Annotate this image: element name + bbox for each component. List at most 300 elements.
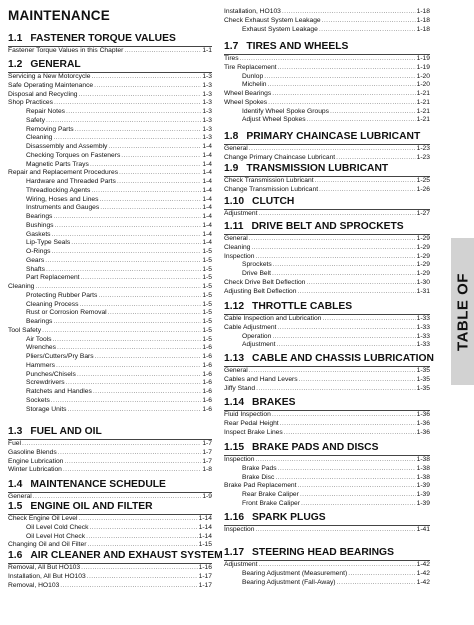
toc-entry[interactable] [224, 99, 430, 108]
toc-entry-text: Oil Level Hot Check [26, 532, 86, 540]
toc-page-number: 1-29 [416, 270, 430, 277]
dot-leader [337, 579, 416, 588]
dot-leader [56, 362, 201, 371]
toc-continued-entries [224, 8, 430, 34]
toc-section [224, 195, 430, 219]
toc-page-number: 1-4 [202, 213, 212, 220]
dot-leader [272, 270, 416, 279]
toc-page-number: 1-41 [416, 526, 430, 533]
toc-entry[interactable] [224, 144, 430, 154]
dot-leader [71, 239, 201, 248]
toc-entry[interactable] [8, 108, 212, 117]
toc-entry[interactable] [8, 91, 212, 100]
toc-entry-text: Exhaust System Leakage [242, 25, 318, 33]
toc-page-number: 1-35 [416, 384, 430, 392]
toc-entry-text: Inspect Brake Lines [224, 428, 283, 436]
section-number: 1.17 [224, 547, 245, 558]
toc-entry-text: Bearings [26, 318, 53, 325]
toc-entry[interactable] [224, 482, 430, 491]
toc-entry[interactable] [224, 385, 430, 394]
toc-entry[interactable] [224, 81, 430, 90]
toc-page-number: 1-4 [202, 195, 212, 203]
toc-entry[interactable] [8, 309, 212, 318]
dot-leader [299, 376, 416, 385]
section-title: TIRES AND WHEELS [246, 41, 349, 52]
toc-page-number: 1-6 [202, 405, 212, 413]
toc-entry-text: Adjustment [242, 341, 276, 349]
toc-entry-text: Disposal and Recycling [8, 90, 78, 98]
toc-entry[interactable] [8, 362, 212, 371]
dot-leader [54, 99, 201, 108]
toc-entry[interactable] [8, 161, 212, 170]
toc-entry[interactable] [224, 116, 430, 125]
dot-leader [22, 440, 201, 449]
toc-page-number: 1-21 [416, 90, 430, 97]
toc-entry[interactable] [8, 318, 212, 327]
toc-entry-text: Removal, HO103 [8, 581, 60, 589]
toc-entry[interactable] [224, 270, 430, 279]
toc-page-number: 1-4 [202, 151, 212, 159]
toc-page-number: 1-6 [202, 353, 212, 360]
toc-entry-text: Drive Belt [242, 270, 271, 277]
dot-leader [275, 474, 415, 483]
dot-leader [319, 186, 416, 195]
toc-section [224, 220, 430, 296]
dot-leader [301, 500, 416, 509]
toc-page-number: 1-19 [416, 63, 430, 71]
dot-leader [284, 429, 416, 438]
toc-entry-text: Gasoline Blends [8, 448, 57, 456]
toc-entry[interactable] [8, 266, 212, 275]
toc-page-number: 1-29 [416, 252, 430, 260]
toc-page-number: 1-42 [416, 578, 430, 586]
section-title: CABLE AND CHASSIS LUBRICATION [252, 353, 434, 364]
toc-entry[interactable] [8, 439, 212, 449]
toc-entry[interactable] [8, 187, 212, 196]
toc-entry[interactable] [8, 336, 212, 345]
toc-entry[interactable] [8, 458, 212, 467]
toc-page-number: 1-18 [416, 16, 430, 24]
section-heading[interactable] [224, 352, 434, 366]
toc-entry[interactable] [224, 234, 430, 244]
toc-entry-text: Cleaning [224, 243, 251, 251]
toc-page-number: 1-4 [202, 143, 212, 150]
toc-entry[interactable] [8, 466, 212, 475]
dot-leader [53, 336, 202, 345]
dot-leader [277, 324, 415, 333]
toc-page-number: 1-16 [198, 564, 212, 571]
section-heading[interactable] [8, 500, 212, 514]
toc-page-number: 1-19 [416, 55, 430, 62]
dot-leader [63, 466, 201, 475]
toc-entry[interactable] [8, 327, 212, 336]
toc-page-number: 1-18 [416, 8, 430, 15]
toc-page-number: 1-33 [416, 341, 430, 349]
section-heading[interactable] [224, 546, 430, 560]
toc-page-number: 1-7 [202, 457, 212, 465]
dot-leader [256, 253, 416, 262]
toc-entry[interactable] [224, 560, 430, 570]
toc-entry-text: Storage Units [26, 405, 67, 413]
toc-entry-text: Instruments and Gauges [26, 204, 100, 212]
section-heading[interactable] [224, 300, 430, 314]
toc-entry-text: Inspection [224, 456, 255, 463]
dot-leader [249, 235, 416, 244]
dot-leader [256, 456, 416, 465]
toc-entry[interactable] [224, 455, 430, 465]
dot-leader [272, 90, 415, 99]
toc-entry[interactable] [224, 26, 430, 35]
toc-entry[interactable] [8, 222, 212, 231]
dot-leader [276, 341, 415, 350]
toc-entry[interactable] [8, 283, 212, 292]
dot-leader [322, 315, 415, 324]
toc-entry[interactable] [224, 420, 430, 429]
toc-section [8, 478, 212, 502]
toc-page-number: 1-6 [202, 344, 212, 352]
toc-entry[interactable] [8, 397, 212, 406]
dot-leader [330, 108, 416, 117]
toc-section [8, 425, 212, 475]
toc-entry[interactable] [8, 406, 212, 415]
dot-leader [306, 279, 415, 288]
section-number: 1.10 [224, 196, 245, 207]
toc-entry-text: Cable Adjustment [224, 323, 277, 331]
toc-entry[interactable] [8, 257, 212, 266]
toc-entry[interactable] [224, 366, 430, 376]
dot-leader [348, 570, 415, 579]
toc-entry-text: Brake Pad Replacement [224, 482, 297, 490]
toc-entry-text: Protecting Rubber Parts [26, 291, 98, 299]
toc-entry[interactable] [224, 314, 430, 324]
toc-page-number: 1-38 [416, 456, 430, 463]
toc-entry[interactable] [224, 410, 430, 420]
toc-entry[interactable] [8, 533, 212, 542]
toc-entry-text: Punches/Chisels [26, 370, 76, 378]
section-title: PRIMARY CHAINCASE LUBRICANT [246, 131, 421, 142]
toc-page-number: 1-25 [416, 177, 430, 184]
toc-entry-text: Inspection [224, 252, 255, 260]
toc-page-number: 1-39 [416, 482, 430, 490]
section-heading[interactable] [224, 130, 430, 144]
toc-entry-text: Adjustment [224, 561, 258, 568]
toc-entry[interactable] [224, 209, 430, 219]
toc-entry[interactable] [224, 474, 430, 483]
toc-entry[interactable] [8, 582, 212, 591]
toc-page-number: 1-6 [202, 396, 212, 404]
dot-leader [100, 204, 201, 213]
section-title: BRAKES [252, 397, 296, 408]
toc-entry[interactable] [8, 152, 212, 161]
section-title: MAINTENANCE SCHEDULE [30, 479, 166, 490]
toc-entry[interactable] [224, 500, 430, 509]
toc-entry-text: Sockets [26, 396, 50, 404]
toc-page-number: 1-4 [202, 178, 212, 185]
toc-section [224, 40, 430, 125]
section-heading[interactable] [8, 425, 212, 439]
toc-entry[interactable] [224, 108, 430, 117]
toc-entry-text: General [8, 493, 32, 500]
toc-entry[interactable] [224, 8, 430, 17]
toc-page-number: 1-35 [416, 375, 430, 383]
toc-entry[interactable] [8, 371, 212, 380]
toc-entry[interactable] [224, 261, 430, 270]
section-heading[interactable] [8, 58, 212, 72]
section-heading[interactable] [8, 32, 212, 46]
section-heading[interactable] [8, 549, 223, 563]
toc-entry-text: Disassembly and Assembly [26, 143, 108, 150]
dot-leader [256, 526, 416, 535]
toc-entry[interactable] [8, 239, 212, 248]
toc-page-number: 1-15 [198, 541, 212, 549]
toc-entry-text: Michelin [242, 81, 267, 89]
section-number: 1.7 [224, 41, 239, 52]
dot-leader [272, 411, 416, 420]
section-heading[interactable] [8, 478, 212, 492]
toc-entry-text: Operation [242, 332, 272, 340]
toc-entry[interactable] [8, 213, 212, 222]
dot-leader [307, 116, 416, 125]
dot-leader [57, 344, 201, 353]
toc-entry[interactable] [224, 17, 430, 26]
toc-entry-text: Winter Lubrication [8, 466, 62, 474]
section-heading[interactable] [224, 511, 430, 525]
toc-entry[interactable] [224, 341, 430, 350]
toc-entry-text: Wiring, Hoses and Lines [26, 195, 99, 203]
toc-entry[interactable] [8, 178, 212, 187]
toc-page-number: 1-5 [202, 256, 212, 264]
toc-page-number: 1-6 [202, 370, 212, 378]
toc-entry[interactable] [8, 292, 212, 301]
toc-page-number: 1-38 [416, 464, 430, 472]
toc-entry[interactable] [224, 579, 430, 588]
toc-entry-text: Bushings [26, 221, 54, 229]
toc-entry[interactable] [8, 72, 212, 82]
toc-entry[interactable] [224, 279, 430, 288]
toc-entry[interactable] [8, 379, 212, 388]
toc-entry-text: General [224, 145, 248, 152]
dot-leader [35, 283, 201, 292]
section-title: FUEL AND OIL [30, 426, 102, 437]
toc-entry-text: Cables and Hand Levers [224, 375, 298, 383]
toc-entry[interactable] [8, 134, 212, 143]
section-heading[interactable] [224, 162, 430, 176]
section-heading[interactable] [224, 396, 430, 410]
toc-page-number: 1-20 [416, 72, 430, 80]
toc-entry[interactable] [8, 248, 212, 257]
toc-page-number: 1-5 [202, 274, 212, 282]
toc-entry[interactable] [8, 274, 212, 283]
section-number: 1.4 [8, 479, 23, 490]
toc-entry[interactable] [224, 376, 430, 385]
dot-leader [298, 482, 416, 491]
toc-entry-text: Tool Safety [8, 326, 42, 334]
toc-entry[interactable] [8, 344, 212, 353]
dot-leader [98, 292, 201, 301]
toc-entry-text: Tires [224, 55, 239, 62]
dot-leader [256, 385, 416, 394]
toc-page-number: 1-3 [202, 81, 212, 89]
toc-entry[interactable] [224, 90, 430, 99]
section-title: CLUTCH [252, 196, 295, 207]
dot-leader [258, 210, 415, 219]
section-title: TRANSMISSION LUBRICANT [246, 163, 389, 174]
toc-entry[interactable] [224, 54, 430, 64]
toc-entry[interactable] [224, 64, 430, 73]
dot-leader [42, 327, 201, 336]
toc-entry[interactable] [224, 288, 430, 297]
toc-section [224, 511, 430, 535]
toc-entry[interactable] [8, 514, 212, 524]
toc-page-number: 1-14 [198, 515, 212, 522]
side-tab[interactable] [451, 238, 474, 385]
toc-entry-text: Repair Notes [26, 108, 66, 115]
toc-entry[interactable] [8, 46, 212, 56]
toc-page-number: 1-5 [202, 309, 212, 317]
dot-leader [89, 524, 197, 533]
toc-entry[interactable] [224, 525, 430, 535]
toc-entry[interactable] [8, 563, 212, 573]
toc-entry-text: Rear Brake Caliper [242, 491, 299, 498]
dot-leader [300, 491, 416, 500]
toc-entry[interactable] [8, 196, 212, 205]
dot-leader [278, 64, 416, 73]
toc-entry[interactable] [224, 244, 430, 253]
toc-page-number: 1-42 [416, 561, 430, 568]
toc-entry[interactable] [8, 126, 212, 135]
toc-page-number: 1-33 [416, 332, 430, 340]
dot-leader [46, 117, 201, 126]
toc-entry[interactable] [8, 301, 212, 310]
toc-page-number: 1-5 [202, 326, 212, 334]
toc-entry[interactable] [224, 429, 430, 438]
toc-entry-text: Gears [26, 256, 45, 264]
toc-entry[interactable] [8, 353, 212, 362]
toc-entry[interactable] [224, 333, 430, 342]
dot-leader [81, 274, 202, 283]
section-number: 1.2 [8, 59, 23, 70]
toc-section [8, 549, 223, 590]
toc-entry-text: Lip-Type Seals [26, 239, 71, 247]
toc-page-number: 1-3 [202, 73, 212, 80]
toc-entry-text: Hammers [26, 361, 55, 369]
dot-leader [249, 145, 416, 154]
toc-page-number: 1-33 [416, 323, 430, 331]
toc-entry[interactable] [224, 73, 430, 82]
toc-entry[interactable] [224, 491, 430, 500]
section-title: GENERAL [30, 59, 81, 70]
toc-entry[interactable] [224, 253, 430, 262]
toc-entry[interactable] [224, 465, 430, 474]
toc-entry-text: Dunlop [242, 72, 264, 80]
dot-leader [251, 244, 415, 253]
section-number: 1.9 [224, 163, 239, 174]
dot-leader [121, 152, 201, 161]
toc-page-number: 1-14 [198, 532, 212, 540]
toc-entry-text: General [224, 367, 248, 374]
toc-entry[interactable] [8, 143, 212, 152]
toc-section [8, 58, 212, 414]
toc-entry[interactable] [8, 82, 212, 91]
section-heading[interactable] [224, 220, 430, 234]
toc-entry[interactable] [8, 204, 212, 213]
toc-page-number: 1-29 [416, 235, 430, 242]
dot-leader [124, 47, 201, 56]
toc-page-number: 1-5 [202, 265, 212, 273]
toc-page-number: 1-18 [416, 25, 430, 33]
toc-entry[interactable] [8, 231, 212, 240]
section-title: SPARK PLUGS [252, 512, 326, 523]
dot-leader [258, 561, 415, 570]
dot-leader [79, 515, 198, 524]
toc-entry[interactable] [8, 524, 212, 533]
dot-leader [53, 318, 201, 327]
toc-entry-text: Servicing a New Motorcycle [8, 73, 91, 80]
toc-section [8, 500, 212, 550]
toc-entry[interactable] [8, 117, 212, 126]
toc-entry-text: Fastener Torque Values in this Chapter [8, 47, 124, 54]
toc-entry-text: Wrenches [26, 344, 56, 352]
toc-page-number: 1-36 [416, 411, 430, 418]
toc-page-number: 1-5 [202, 291, 212, 299]
toc-entry[interactable] [8, 99, 212, 108]
toc-entry[interactable] [224, 186, 430, 195]
dot-leader [94, 82, 201, 91]
toc-page-number: 1-3 [202, 134, 212, 142]
section-number: 1.14 [224, 397, 245, 408]
toc-entry-text: Change Primary Chaincase Lubricant [224, 153, 336, 161]
toc-page-number: 1-14 [198, 523, 212, 531]
dot-leader [53, 213, 201, 222]
dot-leader [66, 108, 201, 117]
section-heading[interactable] [224, 195, 430, 209]
toc-entry[interactable] [224, 324, 430, 333]
toc-entry-text: Check Transmission Lubricant [224, 177, 314, 184]
toc-entry-text: Safe Operating Maintenance [8, 81, 94, 89]
toc-entry[interactable] [8, 388, 212, 397]
toc-entry-text: Checking Torques on Fasteners [26, 151, 121, 159]
toc-entry[interactable] [224, 176, 430, 186]
toc-section [224, 130, 430, 163]
toc-page-number: 1-4 [202, 221, 212, 229]
toc-section [224, 546, 430, 587]
toc-entry-text: Removing Parts [26, 125, 74, 133]
toc-page-number: 1-20 [416, 81, 430, 89]
toc-entry-text: Shafts [26, 265, 45, 273]
section-title: BRAKE PADS AND DISCS [252, 442, 379, 453]
toc-page-number: 1-36 [416, 419, 430, 427]
dot-leader [92, 73, 202, 82]
dot-leader [282, 8, 416, 17]
section-title: THROTTLE CABLES [252, 301, 353, 312]
dot-leader [315, 177, 416, 186]
toc-entry[interactable] [224, 570, 430, 579]
toc-page-number: 1-27 [416, 210, 430, 217]
section-heading[interactable] [224, 441, 430, 455]
toc-entry-text: Ratchets and Handles [26, 388, 92, 395]
toc-page-number: 1-5 [202, 248, 212, 255]
toc-page-number: 1-7 [202, 448, 212, 456]
toc-entry-text: Cleaning [26, 134, 53, 142]
section-title: FASTENER TORQUE VALUES [30, 33, 176, 44]
toc-entry[interactable] [8, 169, 212, 178]
dot-leader [322, 17, 416, 26]
section-heading[interactable] [224, 40, 430, 54]
toc-entry[interactable] [8, 573, 212, 582]
toc-entry[interactable] [8, 449, 212, 458]
dot-leader [249, 367, 416, 376]
toc-page-number: 1-39 [416, 499, 430, 507]
